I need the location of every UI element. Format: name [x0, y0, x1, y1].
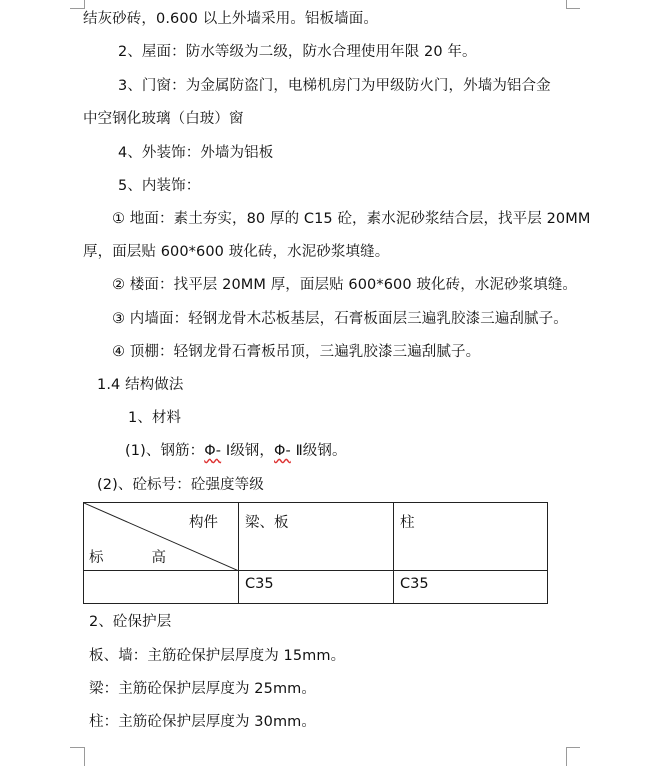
crop-mark-top-right-v: [566, 0, 567, 9]
table-row: [84, 503, 548, 571]
list-item-floor: ① 地面：素土夯实，80 厚的 C15 砼，素水泥砂浆结合层，找平层 20MM: [112, 211, 591, 227]
rebar-grade-text: Ⅱ级钢。: [290, 443, 347, 459]
paragraph-exterior-finish: 4、外装饰：外墙为铝板: [118, 145, 274, 161]
paragraph-rebar: [125, 441, 347, 461]
crop-mark-top-left-v: [84, 0, 85, 9]
table-cell-value: C35: [239, 571, 394, 604]
diagonal-header-cell: [84, 503, 239, 571]
paragraph-concrete-grade: (2)、砼标号：砼强度等级: [97, 477, 264, 493]
table-cell-value: C35: [394, 571, 548, 604]
crop-mark-top-right-h: [566, 8, 580, 9]
concrete-grade-table: [83, 502, 548, 604]
paragraph-line: 中空钢化玻璃（白玻）窗: [83, 111, 244, 127]
paragraph-cover-beam: 梁：主筋砼保护层厚度为 25mm。: [89, 681, 317, 697]
table-row: [84, 571, 548, 604]
diagonal-header-bottom-a: 标: [89, 550, 104, 566]
paragraph-doors-windows: 3、门窗：为金属防盗门，电梯机房门为甲级防火门，外墙为铝合金: [118, 78, 551, 94]
list-item-inner-wall: ③ 内墙面：轻钢龙骨木芯板基层，石膏板面层三遍乳胶漆三遍刮腻子。: [112, 311, 568, 327]
subheading-concrete-cover: 2、砼保护层: [89, 614, 172, 630]
crop-mark-bottom-left-h: [70, 747, 84, 748]
diagonal-header-top: 构件: [189, 515, 218, 531]
table-cell-label: [84, 571, 239, 604]
list-item-upper-floor: ② 楼面：找平层 20MM 厚，面层贴 600*600 玻化砖，水泥砂浆填缝。: [112, 277, 578, 293]
paragraph-roof: 2、屋面：防水等级为二级，防水合理使用年限 20 年。: [118, 44, 477, 60]
rebar-grade-text: Ⅰ级钢，: [221, 443, 274, 459]
subheading-materials: 1、材料: [128, 410, 182, 426]
diagonal-header-bottom-b: 高: [151, 550, 166, 566]
paragraph-line: 结灰砂砖，0.600 以上外墙采用。铝板墙面。: [83, 11, 378, 27]
paragraph-cover-slab-wall: 板、墙：主筋砼保护层厚度为 15mm。: [89, 648, 346, 664]
list-item-ceiling: ④ 顶棚：轻钢龙骨石膏板吊顶，三遍乳胶漆三遍刮腻子。: [112, 344, 481, 360]
rebar-label: (1)、钢筋：: [125, 443, 205, 459]
crop-mark-bottom-right-h: [566, 747, 580, 748]
crop-mark-bottom-left-v: [84, 747, 85, 766]
crop-mark-top-left-h: [70, 8, 84, 9]
diagonal-header-bottom: [89, 546, 166, 567]
column-header-column: 柱: [394, 503, 548, 571]
paragraph-line: 厚，面层贴 600*600 玻化砖，水泥砂浆填缝。: [83, 244, 390, 260]
crop-mark-bottom-right-v: [566, 747, 567, 766]
paragraph-interior-finish: 5、内装饰：: [118, 178, 201, 194]
rebar-grade-symbol: Φ-: [204, 443, 222, 459]
section-heading-structure: 1.4 结构做法: [97, 377, 184, 393]
rebar-grade-symbol: Φ-: [274, 443, 291, 459]
column-header-beam-slab: 梁、板: [239, 503, 394, 571]
paragraph-cover-column: 柱：主筋砼保护层厚度为 30mm。: [89, 714, 317, 730]
